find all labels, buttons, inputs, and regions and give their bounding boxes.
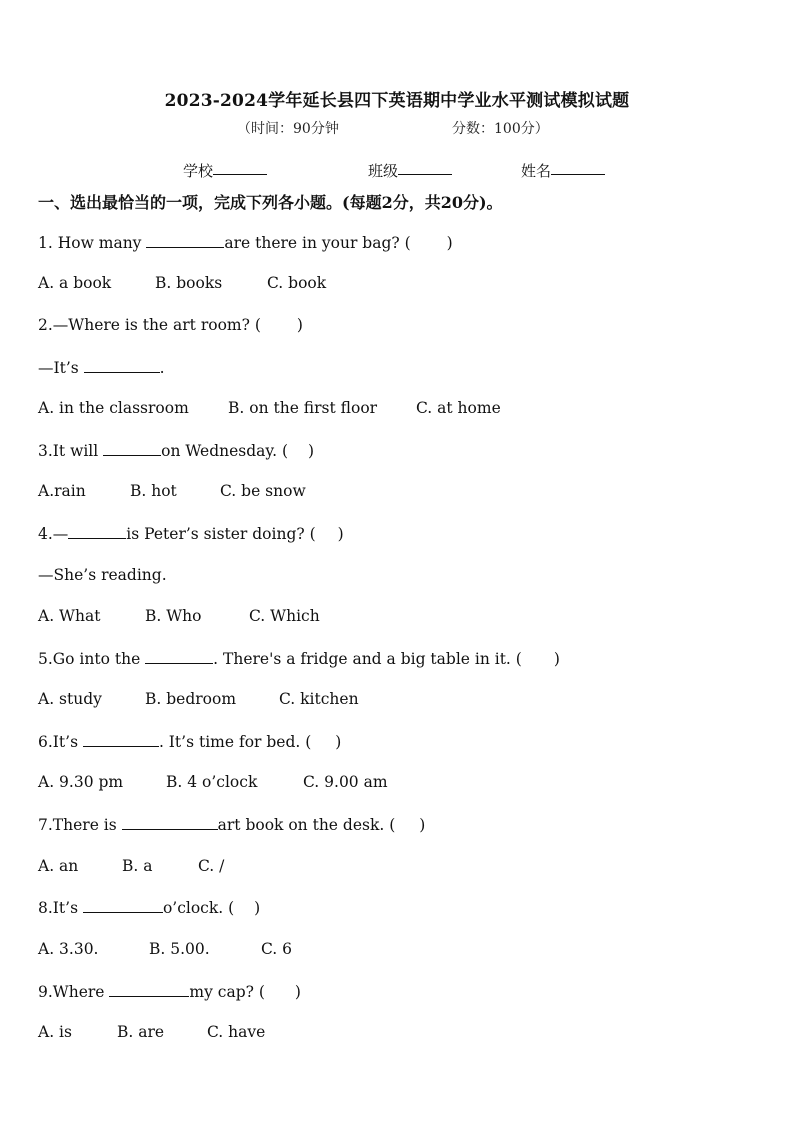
question-text: 6.It’s [38,733,83,751]
paren-close: ) [337,525,344,543]
option-c[interactable]: C. 6 [261,940,293,958]
paren-close: ) [335,733,342,751]
option-b[interactable]: B. Who [145,607,202,625]
reply-4: —She’s reading. [38,566,167,584]
option-c[interactable]: C. Which [249,607,320,625]
answer-blank[interactable] [122,815,218,830]
reply-text: —It’s [38,359,84,377]
class-field[interactable] [368,160,398,181]
option-a[interactable]: A. study [38,690,102,708]
school-label: 学校 [183,162,214,180]
option-b[interactable]: B. 5.00. [149,940,210,958]
school-field[interactable] [183,160,213,181]
option-c[interactable]: C. be snow [220,482,306,500]
option-c[interactable]: C. kitchen [279,690,359,708]
option-a[interactable]: A. a book [38,274,112,292]
option-b[interactable]: B. on the first floor [228,399,378,417]
name-field[interactable] [521,160,551,181]
paren-close: ) [308,442,315,460]
question-6 [38,732,341,751]
answer-blank[interactable] [84,358,160,373]
question-text: 5.Go into the [38,650,146,668]
option-b[interactable]: B. books [155,274,223,292]
school-blank[interactable] [213,160,267,175]
score-label: 分数：100分） [452,121,549,137]
option-a[interactable]: A. What [38,607,101,625]
question-text: o’clock. ( [162,899,235,917]
class-label: 班级 [368,162,399,180]
reply-2 [38,358,165,377]
page-title: 2023-2024学年延长县四下英语期中学业水平测试模拟试题 [164,91,630,111]
option-b[interactable]: B. 4 o’clock [166,773,258,791]
question-5 [38,649,560,668]
question-4 [38,524,344,543]
reply-text: . [159,359,165,377]
option-a[interactable]: A. 9.30 pm [38,773,124,791]
question-text: are there in your bag? ( [224,234,411,252]
option-a[interactable]: A.rain [38,482,86,500]
name-blank[interactable] [551,160,605,175]
question-text: 4.— [38,525,69,543]
section-heading: 一、选出最恰当的一项，完成下列各小题。(每题2分，共20分)。 [38,193,503,212]
answer-blank[interactable] [83,732,159,747]
question-text: my cap? ( [189,983,265,1001]
answer-blank[interactable] [109,982,189,997]
question-text: 8.It’s [38,899,83,917]
question-text: 7.There is [38,816,122,834]
option-b[interactable]: B. hot [130,482,177,500]
paren-close: ) [553,650,560,668]
paren-close: ) [446,234,453,252]
option-c[interactable]: C. / [198,857,225,875]
answer-blank[interactable] [68,524,126,539]
question-text: on Wednesday. ( [161,442,289,460]
question-2 [38,316,303,334]
question-1 [38,233,453,252]
answer-blank[interactable] [103,441,161,456]
question-text: 3.It will [38,442,104,460]
question-text: 2.—Where is the art room? ( [38,316,261,334]
question-text: art book on the desk. ( [217,816,396,834]
question-9 [38,982,301,1001]
option-c[interactable]: C. 9.00 am [303,773,388,791]
option-c[interactable]: C. book [267,274,327,292]
answer-blank[interactable] [145,649,213,664]
option-a[interactable]: A. an [38,857,79,875]
question-text: 9.Where [38,983,110,1001]
question-3 [38,441,314,460]
option-b[interactable]: B. a [122,857,153,875]
option-b[interactable]: B. bedroom [145,690,237,708]
paren-close: ) [419,816,426,834]
answer-blank[interactable] [83,898,163,913]
question-text: . There's a fridge and a big table in it. ( [213,650,522,668]
question-text: 1. How many [38,234,147,252]
option-c[interactable]: C. at home [416,399,501,417]
paren-close: ) [254,899,261,917]
answer-blank[interactable] [146,233,224,248]
time-label: （时间：90分钟 [237,121,339,137]
class-blank[interactable] [398,160,452,175]
option-c[interactable]: C. have [207,1023,266,1041]
option-b[interactable]: B. are [117,1023,165,1041]
option-a[interactable]: A. in the classroom [38,399,189,417]
question-text: . It’s time for bed. ( [158,733,312,751]
question-text: is Peter’s sister doing? ( [126,525,316,543]
question-8 [38,898,260,917]
option-a[interactable]: A. is [38,1023,72,1041]
paren-close: ) [294,983,301,1001]
question-7 [38,815,425,834]
name-label: 姓名 [521,162,552,180]
option-a[interactable]: A. 3.30. [38,940,99,958]
paren-close: ) [296,316,303,334]
